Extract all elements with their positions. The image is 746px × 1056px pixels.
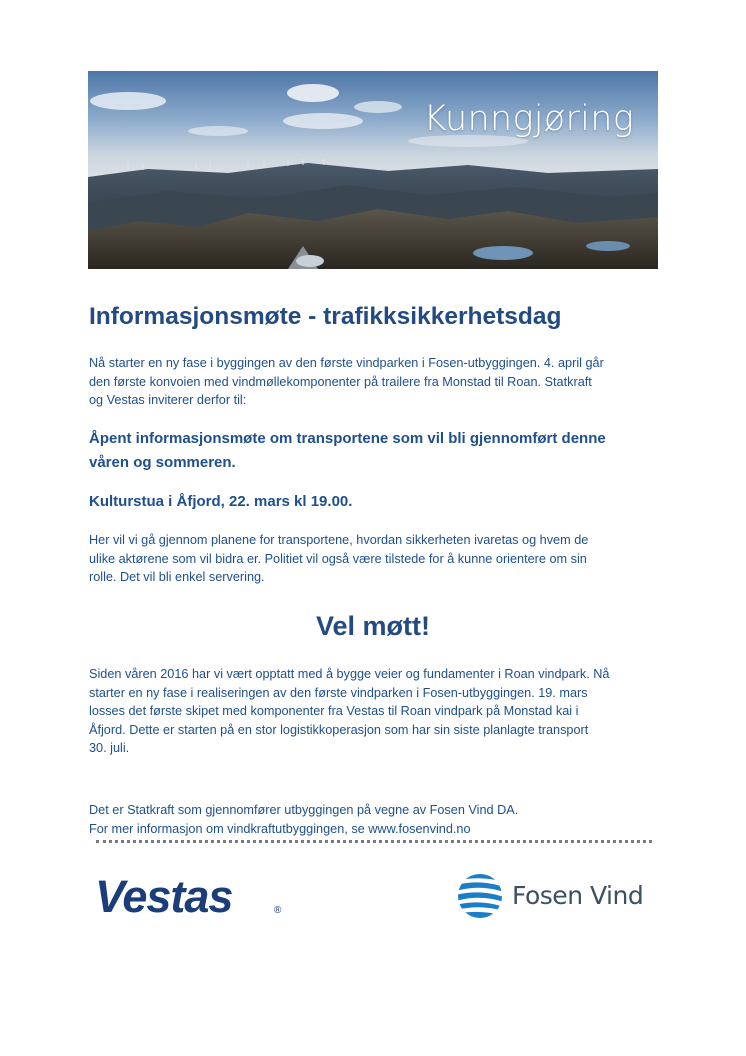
intro-line: den første konvoien med vindmøllekomponenter på trailere fra Monstad til Roan. Statkraft xyxy=(89,374,592,389)
page-title: Informasjonsmøte - trafikksikkerhetsdag xyxy=(89,303,562,330)
footer-line: For mer informasjon om vindkraftutbyggingen, se www.fosenvind.no xyxy=(89,821,471,836)
intro-line: og Vestas inviterer derfor til: xyxy=(89,393,247,408)
background-line: 30. juli. xyxy=(89,741,130,756)
header-banner xyxy=(88,71,658,269)
fosen-logo-text: Fosen Vind xyxy=(512,881,644,910)
background-paragraph xyxy=(89,665,664,758)
vestas-registered-mark: ® xyxy=(274,905,282,916)
dotted-divider xyxy=(96,840,652,843)
welcome-heading: Vel møtt! xyxy=(315,611,430,641)
invite-heading xyxy=(89,427,606,475)
background-line: losses det første skipet med komponenter fra Vestas til Roan vindpark på Monstad kai i xyxy=(89,704,579,719)
intro-line: Nå starter en ny fase i byggingen av den første vindparken i Fosen-utbyggingen. 4. april går xyxy=(89,356,604,370)
footer-paragraph xyxy=(89,801,664,838)
background-line: Siden våren 2016 har vi vært opptatt med å bygge veier og fundamenter i Roan vindpark. Nå xyxy=(89,667,610,681)
details-line: rolle. Det vil bli enkel servering. xyxy=(89,570,265,585)
vestas-logo xyxy=(95,873,295,919)
invite-line: Åpent informasjonsmøte om transportene som vil bli gjennomført denne xyxy=(89,430,606,447)
background-line: Åfjord. Dette er starten på en stor logistikkoperasjon som har sin siste planlagte transport xyxy=(89,722,589,737)
location-line: Kulturstua i Åfjord, 22. mars kl 19.00. xyxy=(89,493,353,510)
background-line: starter en ny fase i realiseringen av den første vindparken i Fosen-utbyggingen. 19. mars xyxy=(89,685,588,700)
details-line: Her vil vi gå gjennom planene for transportene, hvordan sikkerheten ivaretas og hvem de xyxy=(89,533,589,547)
details-paragraph xyxy=(89,531,664,587)
banner-title: Kunngjøring xyxy=(423,99,634,139)
fosen-globe-icon xyxy=(456,872,504,920)
vestas-logo-text: Vestas xyxy=(95,873,233,919)
invite-line: våren og sommeren. xyxy=(89,454,236,471)
footer-line: Det er Statkraft som gjennomfører utbyggingen på vegne av Fosen Vind DA. xyxy=(89,803,519,817)
intro-paragraph xyxy=(89,354,664,410)
details-line: ulike aktørene som vil bidra er. Politiet vil også være tilstede for å kunne orientere om sin xyxy=(89,551,587,566)
location-heading xyxy=(89,490,352,514)
